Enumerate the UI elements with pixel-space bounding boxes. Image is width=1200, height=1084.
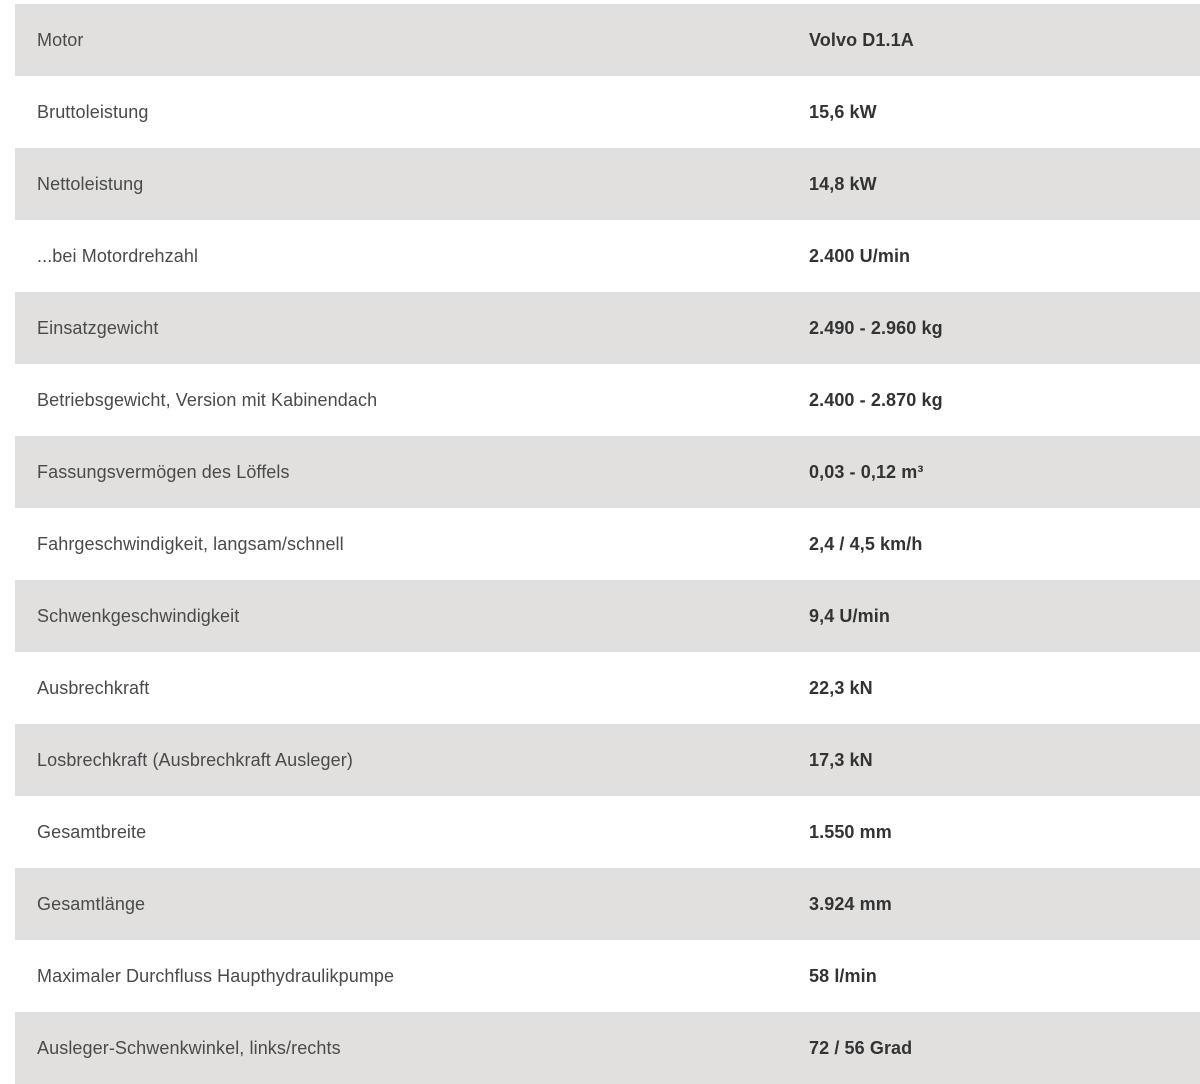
spec-label: Fassungsvermögen des Löffels — [37, 461, 290, 482]
table-row — [15, 76, 1200, 148]
table-row — [15, 508, 1200, 580]
spec-value: 15,6 kW — [809, 101, 877, 122]
table-row — [15, 148, 1200, 220]
table-row — [15, 220, 1200, 292]
table-row — [15, 724, 1200, 796]
spec-label: Motor — [37, 29, 84, 50]
table-row — [15, 364, 1200, 436]
spec-label: Ausbrechkraft — [37, 677, 150, 698]
spec-label: Fahrgeschwindigkeit, langsam/schnell — [37, 533, 344, 554]
spec-label: ...bei Motordrehzahl — [37, 245, 199, 266]
spec-label: Schwenkgeschwindigkeit — [37, 605, 240, 626]
spec-label: Maximaler Durchfluss Haupthydraulikpumpe — [37, 965, 395, 986]
spec-value: 2.490 - 2.960 kg — [809, 317, 943, 338]
spec-label: Betriebsgewicht, Version mit Kabinendach — [37, 389, 378, 410]
spec-value: Volvo D1.1A — [809, 29, 914, 50]
spec-value: 0,03 - 0,12 m³ — [809, 461, 924, 482]
table-row — [15, 868, 1200, 940]
table-row — [15, 580, 1200, 652]
spec-value: 17,3 kN — [809, 749, 873, 770]
spec-label: Losbrechkraft (Ausbrechkraft Ausleger) — [37, 749, 353, 770]
spec-value: 72 / 56 Grad — [809, 1037, 913, 1058]
spec-value: 14,8 kW — [809, 173, 877, 194]
table-row — [15, 436, 1200, 508]
table-row — [15, 1012, 1200, 1084]
table-row — [15, 292, 1200, 364]
spec-value: 22,3 kN — [809, 677, 873, 698]
spec-value: 58 l/min — [809, 965, 877, 986]
spec-label: Ausleger-Schwenkwinkel, links/rechts — [37, 1037, 341, 1058]
spec-value: 3.924 mm — [809, 893, 892, 914]
spec-value: 1.550 mm — [809, 821, 892, 842]
spec-label: Gesamtlänge — [37, 893, 146, 914]
table-row — [15, 652, 1200, 724]
spec-label: Nettoleistung — [37, 173, 144, 194]
spec-label: Bruttoleistung — [37, 101, 149, 122]
spec-value: 2.400 U/min — [809, 245, 911, 266]
spec-label: Gesamtbreite — [37, 821, 147, 842]
spec-value: 2.400 - 2.870 kg — [809, 389, 943, 410]
spec-label: Einsatzgewicht — [37, 317, 159, 338]
table-row — [15, 4, 1200, 76]
spec-value: 9,4 U/min — [809, 605, 890, 626]
table-row — [15, 940, 1200, 1012]
spec-table — [15, 4, 1200, 1084]
table-row — [15, 796, 1200, 868]
spec-value: 2,4 / 4,5 km/h — [809, 533, 923, 554]
